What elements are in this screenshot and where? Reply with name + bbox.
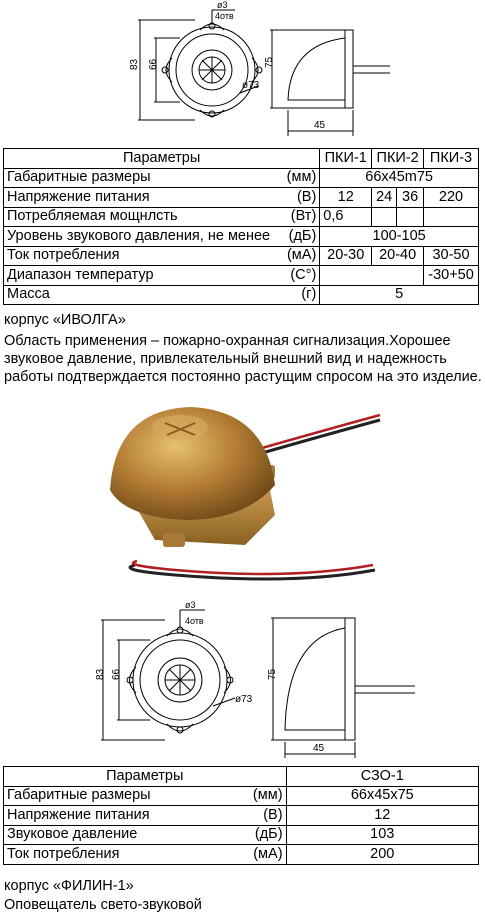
table-row [4, 786, 479, 806]
row-unit: (дБ) [288, 227, 317, 244]
dim-diameter-label: ø73 [235, 694, 253, 705]
dim-side-height-label: 75 [264, 56, 275, 68]
row-label: Напряжение питания [7, 188, 150, 205]
table-row [4, 246, 479, 266]
row-unit: (мм) [286, 169, 317, 186]
row-label: Звуковое давление [7, 826, 138, 843]
description-line: звуковое давление, привлекательный внешний вид и надежность [4, 351, 447, 367]
description-line: Область применения – пожарно-охранная сигнализация.Хорошее [4, 333, 451, 349]
row-label: Потребляемая мощнлсть [7, 208, 178, 225]
dim-diameter-label: ø73 [242, 80, 260, 91]
row-value: 5 [320, 285, 479, 305]
product-photo [95, 395, 395, 595]
table-row [4, 207, 479, 227]
row-label: Напряжение питания [7, 806, 150, 823]
dim-holes-label: 4отв [215, 11, 234, 21]
row-value: 0,6 [320, 207, 372, 227]
row-unit: (г) [301, 286, 317, 303]
row-label: Ток потребления [7, 845, 120, 862]
row-value: 103 [286, 825, 478, 845]
row-value: 30-50 [424, 246, 479, 266]
row-value: 200 [286, 845, 478, 865]
header-szo-1: СЗО-1 [286, 767, 478, 787]
table-row [4, 188, 479, 208]
dim-side-height-label: 75 [267, 668, 278, 680]
header-pki-2: ПКИ-2 [372, 149, 424, 169]
row-unit: (В) [263, 806, 283, 823]
row-unit: (мА) [286, 247, 317, 264]
description [4, 332, 484, 386]
row-label: Ток потребления [7, 247, 120, 264]
description-line: работы подтверждается постоянно растущим спросом на это изделие. [4, 369, 482, 385]
dim-hole-label: ø3 [185, 600, 196, 610]
row-value: 12 [286, 806, 478, 826]
row-value: 66х45х75 [286, 786, 478, 806]
header-pki-1: ПКИ-1 [320, 149, 372, 169]
table-header-row [4, 149, 479, 169]
technical-drawing-top [120, 0, 420, 142]
row-value: -30+50 [424, 266, 479, 286]
table-row [4, 227, 479, 247]
dim-height-outer-label: 83 [129, 58, 140, 70]
technical-drawing-bottom [95, 598, 425, 760]
product-subtitle: Оповещатель свето-звуковой [4, 897, 202, 913]
row-unit: (Вт) [290, 208, 317, 225]
row-value: 36 [397, 188, 424, 208]
row-unit: (дБ) [254, 826, 283, 843]
row-value: 12 [320, 188, 372, 208]
row-unit: (мА) [253, 845, 283, 862]
row-label: Диапазон температур [7, 266, 154, 283]
table-row [4, 168, 479, 188]
dim-height-inner-label: 66 [148, 58, 159, 70]
spec-table-pki [3, 148, 479, 305]
dim-depth-label: 45 [313, 743, 325, 754]
dim-holes-label: 4отв [185, 616, 204, 626]
row-value: 66х45m75 [320, 168, 479, 188]
table-row [4, 845, 479, 865]
header-params: Параметры [4, 149, 320, 169]
row-unit: (В) [296, 188, 317, 205]
table-row [4, 285, 479, 305]
dim-height-inner-label: 66 [111, 668, 122, 680]
dim-depth-label: 45 [314, 120, 326, 131]
dim-hole-label: ø3 [217, 0, 228, 10]
table-row [4, 266, 479, 286]
row-label: Габаритные размеры [7, 169, 151, 186]
spec-table-szo [3, 766, 479, 865]
table-row [4, 825, 479, 845]
row-value: 100-105 [320, 227, 479, 247]
row-value: 20-30 [320, 246, 372, 266]
row-label: Масса [7, 286, 50, 303]
case-title-filin: корпус «ФИЛИН-1» [4, 878, 134, 894]
header-pki-3: ПКИ-3 [424, 149, 479, 169]
row-value: 220 [424, 188, 479, 208]
header-params: Параметры [4, 767, 287, 787]
row-unit: (С°) [290, 266, 317, 283]
row-label: Габаритные размеры [7, 787, 151, 804]
table-row [4, 806, 479, 826]
case-title-ivolga: корпус «ИВОЛГА» [4, 312, 126, 328]
table-header-row [4, 767, 479, 787]
row-unit: (мм) [252, 787, 283, 804]
row-value: 24 [372, 188, 397, 208]
dim-height-outer-label: 83 [95, 668, 106, 680]
row-value: 20-40 [372, 246, 424, 266]
row-label: Уровень звукового давления, не менее [7, 227, 271, 244]
